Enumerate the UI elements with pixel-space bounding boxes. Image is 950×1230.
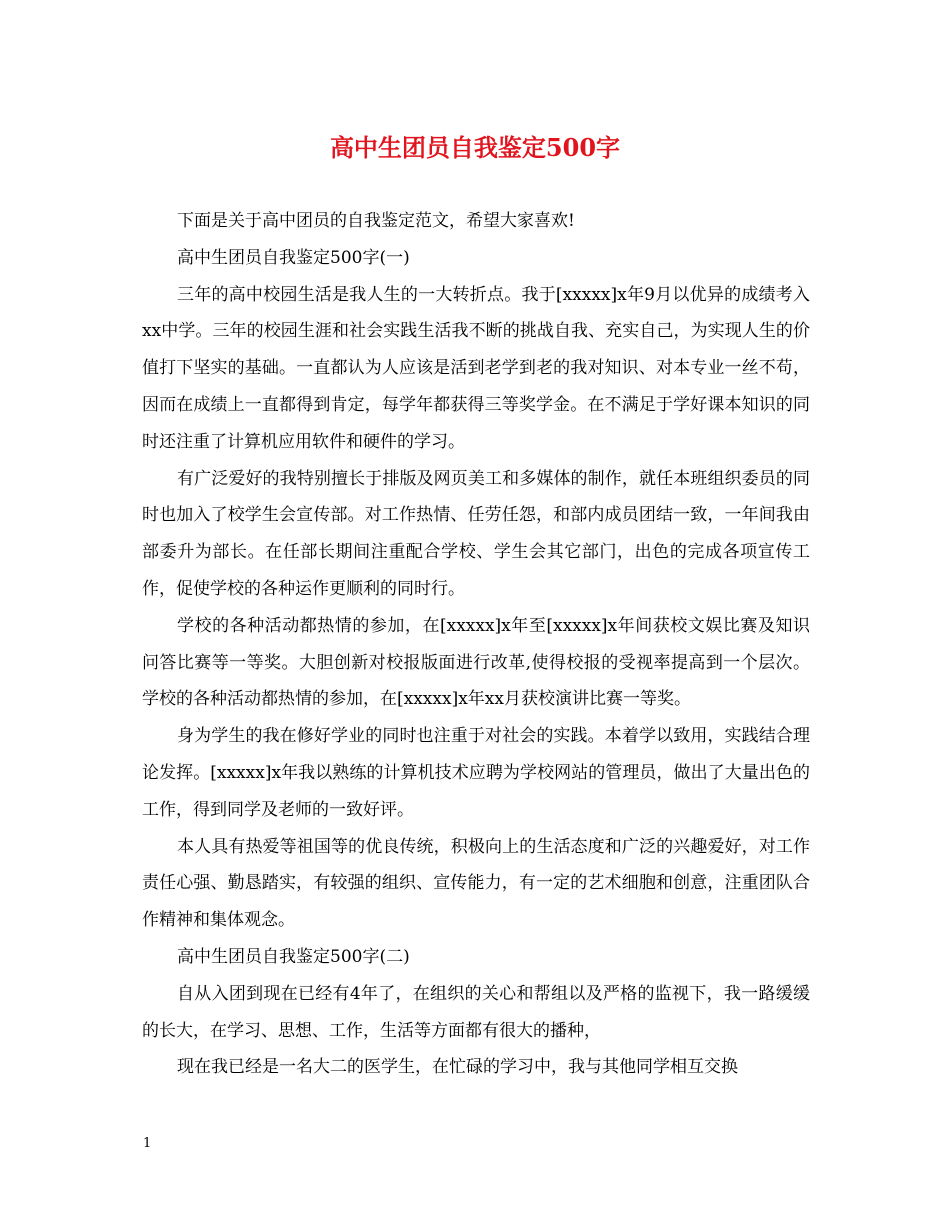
document-body [142, 203, 810, 1086]
body-paragraph: 自从入团到现在已经有4年了，在组织的关心和帮组以及严格的监视下，我一路缓缓的长大，在学习、思想、工作，生活等方面都有很大的播种， [142, 983, 810, 1041]
body-paragraph: 本人具有热爱等祖国等的优良传统，积极向上的生活态度和广泛的兴趣爱好，对工作责任心强、勤恳踏实，有较强的组织、宣传能力，有一定的艺术细胞和创意，注重团队合作精神和集体观念。 [142, 836, 810, 931]
body-paragraph: 现在我已经是一名大二的医学生，在忙碌的学习中，我与其他同学相互交换 [177, 1057, 738, 1078]
document-title: 高中生团员自我鉴定500字 [329, 133, 621, 162]
page-number: 1 [143, 1136, 152, 1151]
body-paragraph: 有广泛爱好的我特别擅长于排版及网页美工和多媒体的制作，就任本班组织委员的同时也加入了校学生会宣传部。对工作热情、任劳任怨，和部内成员团结一致，一年间我由部委升为部长。在任部长期间注重配合学校、学生会其它部门，出色的完成各项宣传工作，促使学校的各种运作更顺利的同时行。 [142, 468, 810, 599]
intro-paragraph: 下面是关于高中团员的自我鉴定范文，希望大家喜欢! [177, 211, 575, 231]
body-paragraph: 身为学生的我在修好学业的同时也注重于对社会的实践。本着学以致用，实践结合理论发挥。[xxxxx]x年我以熟练的计算机技术应聘为学校网站的管理员，做出了大量出色的工作，得到同学及老师的一致好评。 [142, 726, 810, 820]
section-heading-one: 高中生团员自我鉴定500字(一) [177, 247, 410, 268]
section-heading-two: 高中生团员自我鉴定500字(二) [177, 946, 410, 967]
body-paragraph: 学校的各种活动都热情的参加，在[xxxxx]x年至[xxxxx]x年间获校文娱比赛及知识问答比赛等一等奖。大胆创新对校报版面进行改革,使得校报的受视率提高到一个层次。学校的各种活动都热情的参加，在[xxxxx]x年xx月获校演讲比赛一等奖。 [142, 615, 810, 710]
body-paragraph: 三年的高中校园生活是我人生的一大转折点。我于[xxxxx]x年9月以优异的成绩考入xx中学。三年的校园生涯和社会实践生活我不断的挑战自我、充实自己，为实现人生的价值打下坚实的基础。一直都认为人应该是活到老学到老的我对知识、对本专业一丝不苟，因而在成绩上一直都得到肯定，每学年都获得三等奖学金。在不满足于学好课本知识的同时还注重了计算机应用软件和硬件的学习。 [142, 284, 810, 452]
